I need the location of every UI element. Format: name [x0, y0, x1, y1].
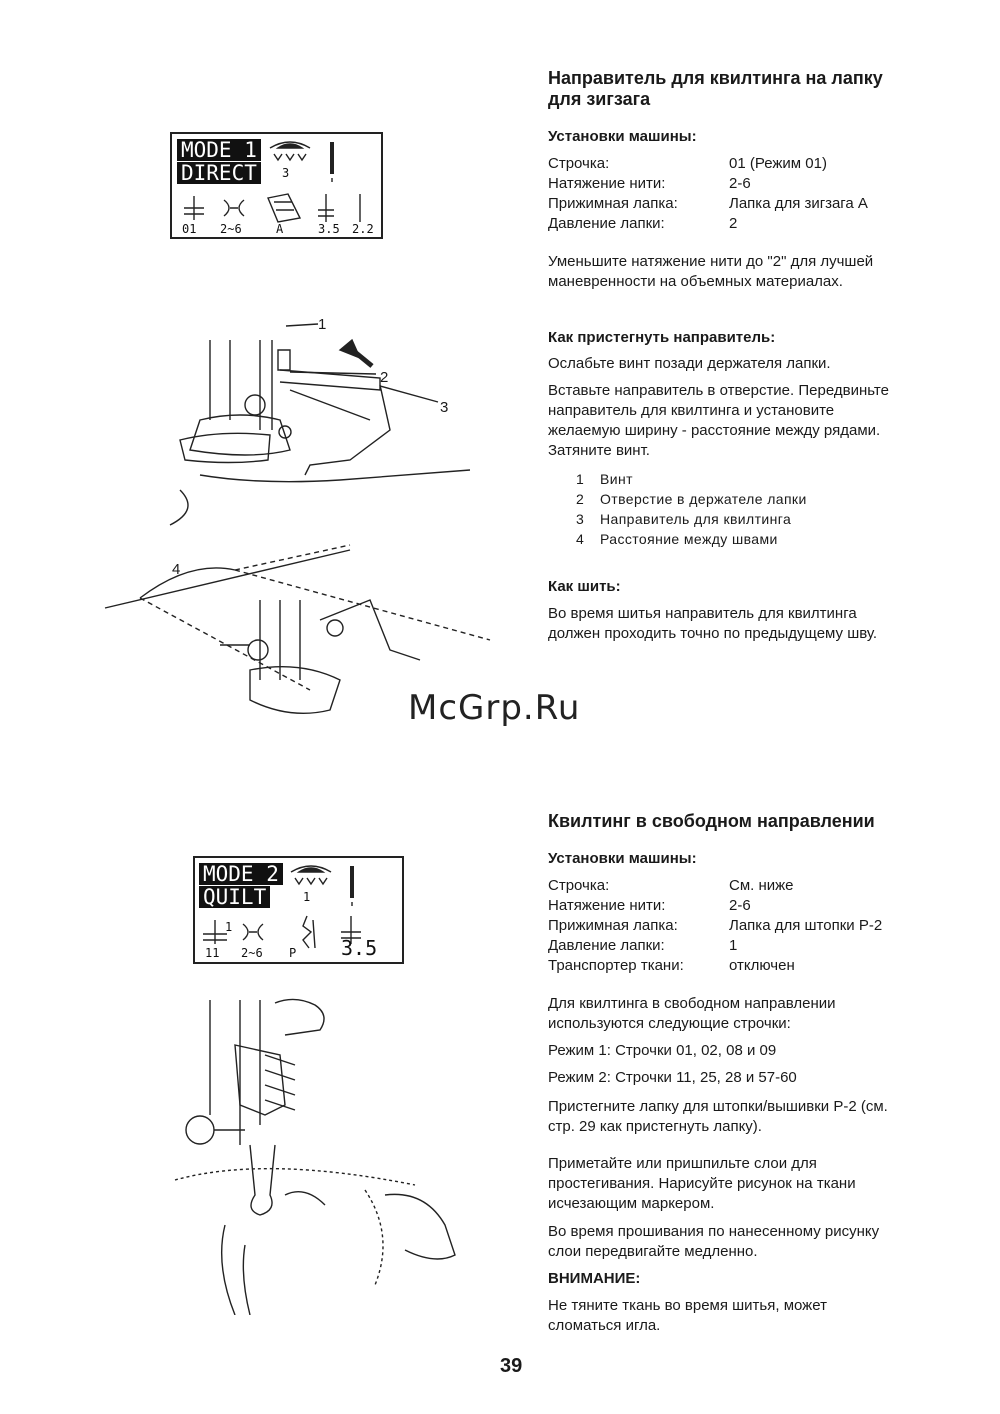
section2-move-line1: Во время прошивания по нанесенному рисунку — [548, 1223, 880, 1240]
part-number: 3 — [576, 511, 584, 527]
setting-label: Прижимная лапка: — [548, 917, 678, 934]
part-text: Расстояние между швами — [600, 531, 778, 547]
callout-4: 4 — [172, 561, 181, 578]
section2-attach-line2: стр. 29 как пристегнуть лапку). — [548, 1118, 762, 1135]
callout-2: 2 — [380, 369, 389, 386]
section1-settings-heading: Установки машины: — [548, 128, 697, 145]
lcd-length-value: 2.2 — [352, 222, 374, 236]
sew-heading: Как шить: — [548, 578, 621, 595]
setting-value: 2-6 — [729, 897, 751, 914]
setting-label: Прижимная лапка: — [548, 195, 678, 212]
needle-icon — [322, 140, 342, 184]
part-text: Отверстие в держателе лапки — [600, 491, 807, 507]
caution-line1: Не тяните ткань во время шитья, может — [548, 1297, 827, 1314]
setting-label: Давление лапки: — [548, 215, 665, 232]
page-number: 39 — [500, 1355, 523, 1377]
setting-value: 1 — [729, 937, 738, 954]
setting-value: См. ниже — [729, 877, 794, 894]
section1-note-line2: маневренности на объемных материалах. — [548, 273, 843, 290]
lcd-display-mode2 — [193, 856, 404, 964]
section2-mode2: Режим 2: Строчки 11, 25, 28 и 57-60 — [548, 1069, 797, 1086]
lcd-stitch-value: 11 — [205, 946, 220, 960]
setting-value: 2-6 — [729, 175, 751, 192]
setting-label: Давление лапки: — [548, 937, 665, 954]
quilting-guide-attachment-illustration — [140, 310, 480, 540]
section2-settings-heading: Установки машины: — [548, 850, 697, 867]
setting-label: Строчка: — [548, 877, 610, 894]
lcd-display-mode1 — [170, 132, 383, 239]
lcd-mode-label: MODE 1 — [177, 139, 261, 161]
part-number: 1 — [576, 471, 584, 487]
lcd-stitch-sup: 1 — [225, 920, 233, 934]
setting-label: Натяжение нити: — [548, 175, 666, 192]
lcd-submode-label: DIRECT — [177, 162, 261, 184]
section2-move-line2: слои передвигайте медленно. — [548, 1243, 758, 1260]
lcd-mode-label: MODE 2 — [199, 863, 283, 885]
setting-value: Лапка для штопки Р-2 — [729, 917, 883, 934]
lcd-foot-value: P — [289, 946, 297, 960]
watermark: McGrp.Ru — [408, 688, 581, 728]
section2-mode1: Режим 1: Строчки 01, 02, 08 и 09 — [548, 1042, 777, 1059]
attach-paragraph-2-line: Затяните винт. — [548, 442, 650, 459]
section2-baste-line: исчезающим маркером. — [548, 1195, 715, 1212]
lcd-foot-value: A — [276, 222, 284, 236]
lcd-width-value: 3.5 — [318, 222, 340, 236]
setting-value: 01 (Режим 01) — [729, 155, 827, 172]
caution-heading: ВНИМАНИЕ: — [548, 1270, 641, 1287]
needle-icon — [342, 864, 362, 908]
setting-label: Транспортер ткани: — [548, 957, 684, 974]
section2-attach-line1: Пристегните лапку для штопки/вышивки Р-2 (см. — [548, 1098, 888, 1115]
attach-paragraph-2-line: Вставьте направитель в отверстие. Передвиньте — [548, 382, 889, 399]
setting-value: 2 — [729, 215, 738, 232]
section1-note-line1: Уменьшите натяжение нити до "2" для лучшей — [548, 253, 874, 270]
section1-title-line1: Направитель для квилтинга на лапку — [548, 68, 883, 88]
lcd-tension-small: 1 — [303, 890, 311, 904]
lcd-submode-label: QUILT — [199, 886, 270, 908]
lcd-width-value: 3.5 — [341, 936, 378, 960]
part-text: Направитель для квилтинга — [600, 511, 792, 527]
setting-value: отключен — [729, 957, 795, 974]
setting-value: Лапка для зигзага А — [729, 195, 868, 212]
attach-paragraph-2-line: желаемую ширину - расстояние между рядами. — [548, 422, 881, 439]
section1-title-line2: для зигзага — [548, 89, 651, 109]
free-motion-quilting-illustration — [165, 995, 465, 1315]
part-text: Винт — [600, 471, 633, 487]
tension-dial-icon — [285, 862, 337, 898]
caution-line2: сломаться игла. — [548, 1317, 661, 1334]
lcd-tension-value: 2~6 — [220, 222, 242, 236]
section2-intro-line1: Для квилтинга в свободном направлении — [548, 995, 836, 1012]
part-number: 2 — [576, 491, 584, 507]
section2-intro-line2: используются следующие строчки: — [548, 1015, 791, 1032]
setting-label: Натяжение нити: — [548, 897, 666, 914]
setting-label: Строчка: — [548, 155, 610, 172]
sew-line1: Во время шитья направитель для квилтинга — [548, 605, 857, 622]
callout-3: 3 — [440, 399, 449, 416]
attach-paragraph-2-line: направитель для квилтинга и установите — [548, 402, 835, 419]
lcd-stitch-value: 01 — [182, 222, 197, 236]
attach-heading: Как пристегнуть направитель: — [548, 329, 776, 346]
section2-baste-line: простегивания. Нарисуйте рисунок на ткани — [548, 1175, 856, 1192]
section2-baste-line: Приметайте или пришпильте слои для — [548, 1155, 817, 1172]
lcd-tension-value: 2~6 — [241, 946, 263, 960]
settings-icons-row — [176, 192, 376, 226]
tension-dial-icon — [264, 138, 316, 174]
sew-line2: должен проходить точно по предыдущему шву. — [548, 625, 878, 642]
callout-1: 1 — [318, 316, 327, 333]
attach-paragraph-1: Ослабьте винт позади держателя лапки. — [548, 355, 831, 372]
part-number: 4 — [576, 531, 584, 547]
section2-title: Квилтинг в свободном направлении — [548, 811, 875, 831]
lcd-tension-small: 3 — [282, 166, 290, 180]
